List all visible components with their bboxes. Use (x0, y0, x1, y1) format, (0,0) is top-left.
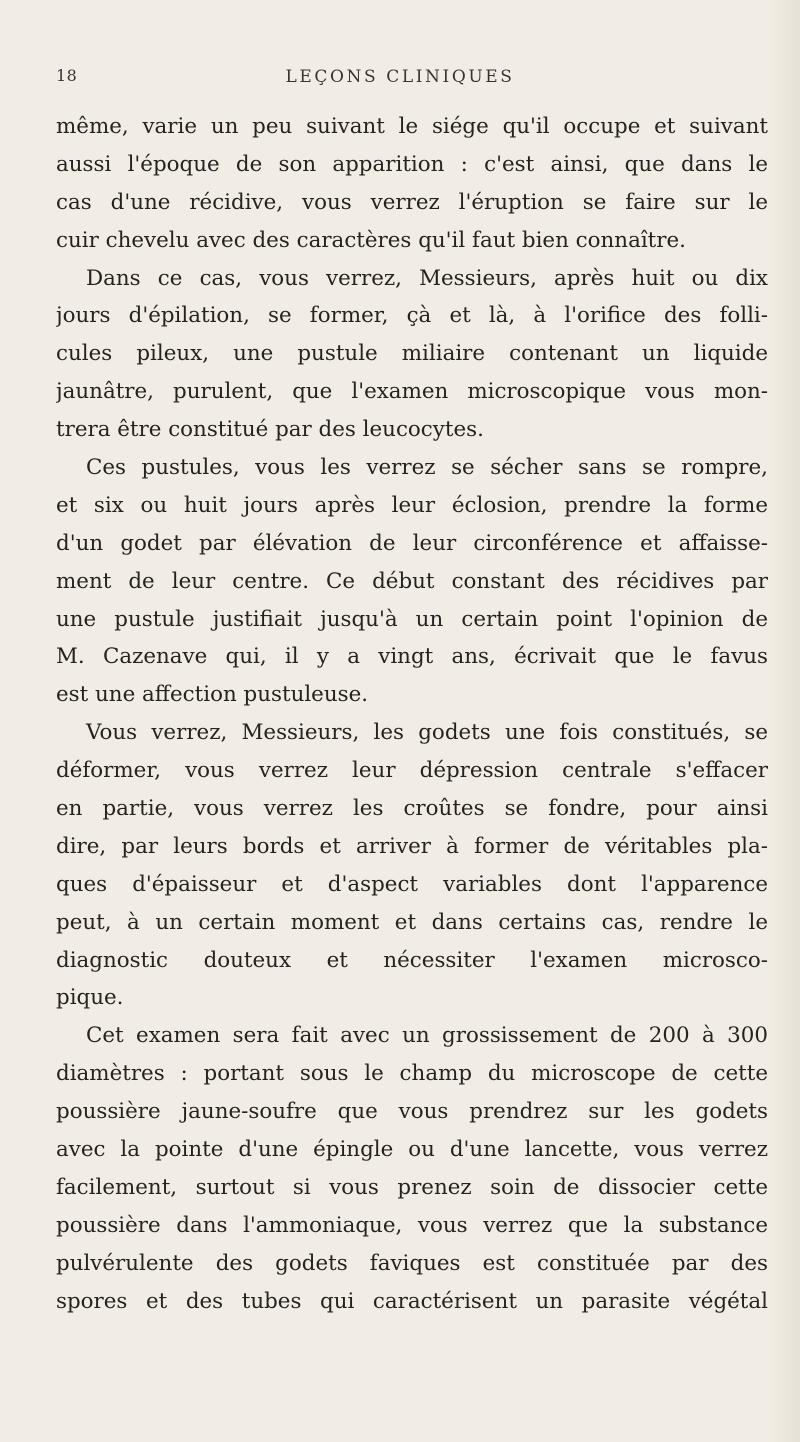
text-line: poussière jaune-soufre que vous prendrez sur les godets (56, 1099, 768, 1125)
page-number: 18 (56, 66, 78, 85)
text-line: facilement, surtout si vous prenez soin de dissocier cette (56, 1174, 768, 1200)
text-line: jaunâtre, purulent, que l'examen microscopique vous mon- (56, 379, 768, 405)
text-line: ment de leur centre. Ce début constant des récidives par (56, 568, 768, 594)
text-line: dire, par leurs bords et arriver à former de véritables pla- (56, 833, 768, 859)
text-line: pulvérulente des godets faviques est constituée par des (56, 1250, 768, 1276)
text-line: diagnostic douteux et nécessiter l'examen microsco- (56, 947, 768, 973)
text-line: et six ou huit jours après leur éclosion, prendre la forme (56, 492, 768, 518)
running-head: LEÇONS CLINIQUES (285, 67, 515, 87)
text-line: cas d'une récidive, vous verrez l'éruption se faire sur le (56, 189, 768, 215)
text-line: cuir chevelu avec des caractères qu'il faut bien connaître. (56, 227, 686, 253)
text-line: Cet examen sera fait avec un grossissement de 200 à 300 (86, 1023, 768, 1049)
text-line: M. Cazenave qui, il y a vingt ans, écrivait que le favus (56, 644, 768, 670)
body-text (56, 108, 768, 1321)
text-line: déformer, vous verrez leur dépression centrale s'effacer (56, 758, 768, 784)
text-line: poussière dans l'ammoniaque, vous verrez que la substance (56, 1212, 768, 1238)
text-line: Ces pustules, vous les verrez se sécher sans se rompre, (86, 455, 768, 481)
text-line: cules pileux, une pustule miliaire contenant un liquide (56, 341, 768, 367)
text-line: en partie, vous verrez les croûtes se fondre, pour ainsi (56, 796, 768, 822)
text-line: d'un godet par élévation de leur circonférence et affaisse- (56, 530, 768, 556)
text-line: une pustule justifiait jusqu'à un certain point l'opinion de (56, 606, 768, 632)
text-line: est une affection pustuleuse. (56, 682, 369, 708)
text-line: Vous verrez, Messieurs, les godets une fois constitués, se (86, 720, 768, 746)
text-line: diamètres : portant sous le champ du microscope de cette (56, 1061, 768, 1087)
text-line: trera être constitué par des leucocytes. (56, 417, 484, 443)
text-line: spores et des tubes qui caractérisent un parasite végétal (56, 1288, 768, 1314)
text-line: aussi l'époque de son apparition : c'est ainsi, que dans le (56, 151, 768, 177)
text-line: pique. (56, 985, 124, 1011)
text-line: jours d'épilation, se former, çà et là, à l'orifice des folli- (56, 303, 768, 329)
text-line: ques d'épaisseur et d'aspect variables dont l'apparence (56, 871, 768, 897)
text-line: avec la pointe d'une épingle ou d'une lancette, vous verrez (56, 1137, 768, 1163)
text-line: peut, à un certain moment et dans certains cas, rendre le (56, 909, 768, 935)
text-line: Dans ce cas, vous verrez, Messieurs, après huit ou dix (86, 265, 768, 291)
text-line: même, varie un peu suivant le siége qu'il occupe et suivant (56, 114, 768, 139)
page-header (0, 66, 800, 96)
